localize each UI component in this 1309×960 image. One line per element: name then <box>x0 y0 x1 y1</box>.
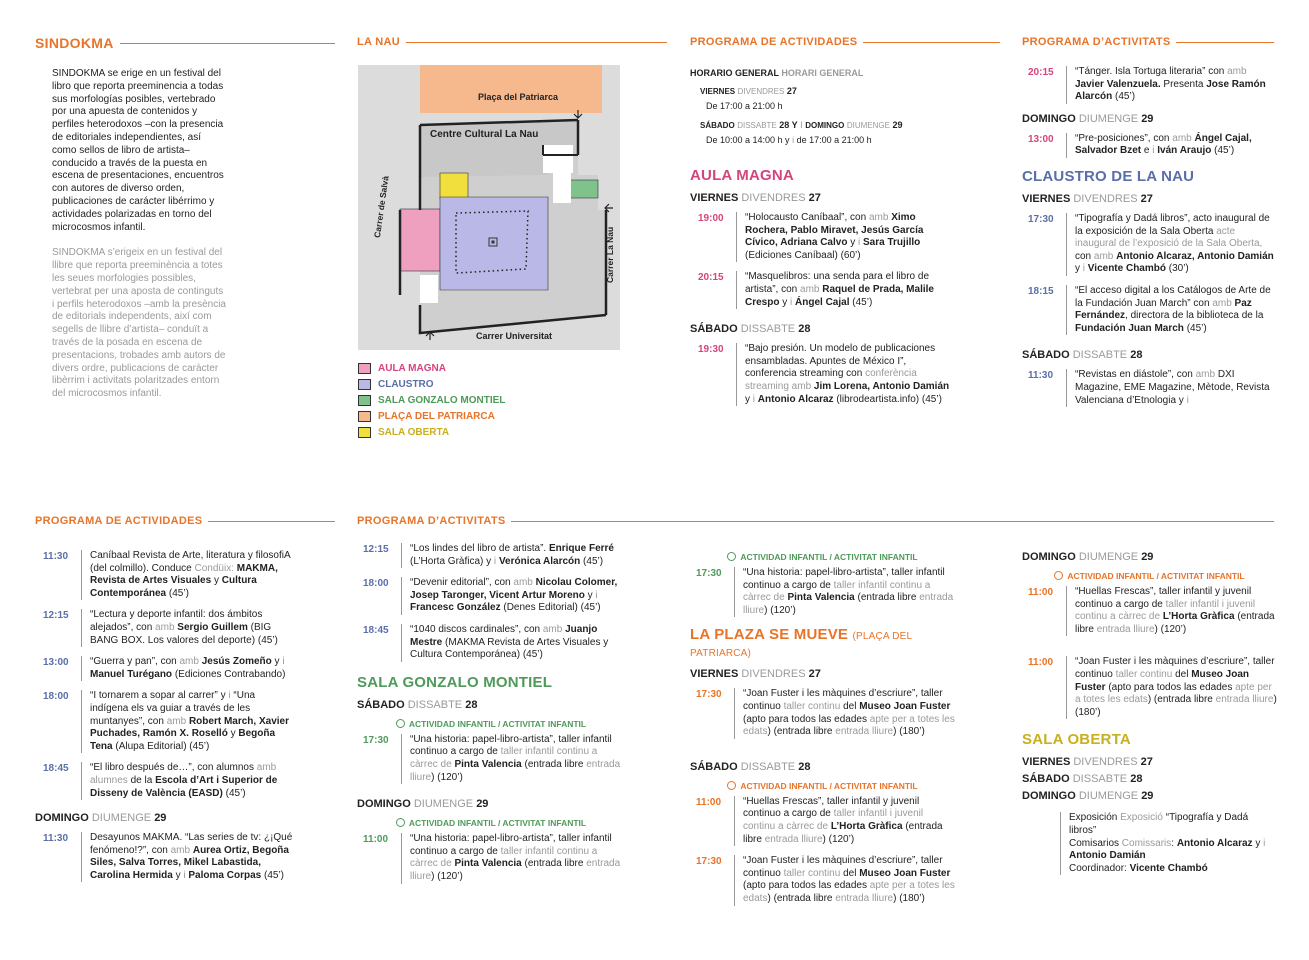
plaza-viernes: VIERNES DIVENDRES 27 <box>690 668 821 681</box>
infantil-badge: ACTIVIDAD INFANTIL / ACTIVITAT INFANTIL <box>1022 571 1277 581</box>
oberta-domingo: DOMINGO DIUMENGE 29 <box>1022 790 1154 803</box>
smile-icon <box>1054 571 1063 580</box>
legend-swatch <box>358 363 371 374</box>
legend-swatch <box>358 379 371 390</box>
b4-event-2: 11:00 “Joan Fuster i les màquines d’escriure”, taller continuo taller continu del Museo Joan Fuster (apto para todos las edades apte per a totes les edats) (entrada libre entrada lliure) (180’) <box>1028 656 1277 718</box>
smile-icon <box>727 552 736 561</box>
legend-swatch <box>358 427 371 438</box>
intro-valencian: SINDOKMA s’erigeix en un festival del llibre que reporta preeminència a totes les seues morfologies possibles, vertebrat per una aposta de continguts i perfils heterodoxos –amb la presència de editorials independents, així com segells de llibre d’artista– conduït a través de la posada en escena de presentacions, trobades amb autors de divers ordre, publicacions de caràcter libèrrim i activitats polaritzades entorn del microcosmos infantil. <box>52 247 226 400</box>
map-legend <box>358 363 618 443</box>
programa-bottom-col4 <box>1022 551 1277 884</box>
b1-event-5: 18:45 “El libro después de…”, con alumnos amb alumnes de la Escola d’Art i Superior de Disseny de València (EASD) (45’) <box>35 762 295 800</box>
aula-event-1: 19:00 “Holocausto Caníbaal”, con amb Ximo Rochera, Pablo Miravet, Jesús García Cívico, Adriana Calvo y i Sara Trujillo (Ediciones Caníbaal) (60’) <box>690 212 955 262</box>
programa-bottom-col2 <box>357 543 625 893</box>
legend-gonzalo-montiel: SALA GONZALO MONTIEL <box>358 395 618 406</box>
gonzalo-title: SALA GONZALO MONTIEL <box>357 673 553 691</box>
oberta-exposicion: Exposición Exposició “Tipografía y Dadá libros” Comisarios Comissaris: Antonio Alcaraz y i Antonio Damián Coordinador: Vicente Chambó <box>1022 812 1277 875</box>
programa-bottom-col1 <box>35 550 295 891</box>
b4-domingo: DOMINGO DIUMENGE 29 <box>1022 551 1154 563</box>
aula-event-2: 20:15 “Masquelibros: una senda para el libro de artista”, con amb Raquel de Prada, Malile Crespo y i Ángel Cajal (45’) <box>690 271 955 309</box>
aula-viernes: VIERNES DIVENDRES 27 <box>690 192 821 204</box>
b3-event-2: 17:30 “Joan Fuster i les màquines d’escriure”, taller continuo taller continu del Museo Joan Fuster (apto para todos las edades apte per a totes les edats) (entrada libre entrada lliure) (180’) <box>696 688 955 738</box>
b2-event-3: 18:45 “1040 discos cardinales”, con amb Juanjo Mestre (MAKMA Revista de Artes Visuales y Cultura Contemporánea) (45’) <box>357 624 625 662</box>
gonzalo-domingo: DOMINGO DIUMENGE 29 <box>357 798 489 811</box>
programa-top-col3 <box>690 68 955 415</box>
claustro-event-1: 17:30 “Tipografía y Dadá libros”, acto inaugural de la exposición de la Sala Oberta acte inaugural de l’exposició de la Sala Oberta, con amb Antonio Alcaraz, Antonio Damián y i Vicente Chambó (30’) <box>1022 213 1277 276</box>
header-programa-activitats: PROGRAMA D’ACTIVITATS <box>1022 36 1274 50</box>
gonzalo-sabado: SÁBADO DISSABTE 28 <box>357 698 478 711</box>
intro-column <box>52 68 227 401</box>
claustro-event-2: 18:15 “El acceso digital a los Catálogos de Arte de la Fundación Juan March” con amb Paz Fernández, directora de la biblioteca de la Fundación Juan March (45’) <box>1022 285 1277 335</box>
infantil-badge: ACTIVIDAD INFANTIL / ACTIVITAT INFANTIL <box>690 552 955 562</box>
b1-event-6: 11:30 Desayunos MAKMA. “Las series de tv: ¿¡Qué fenómeno!?”, con amb Aurea Ortiz, Begoña Siles, Salva Torres, Mikel Labastida, Carolina Hermida y i Paloma Corpas (45’) <box>35 832 295 882</box>
claustro-event-3: 11:30 “Revistas en diástole”, con amb DXI Magazine, EME Magazine, Mètode, Revista Valenciana d’Etnologia y i <box>1022 369 1277 407</box>
legend-aula-magna: AULA MAGNA <box>358 363 618 374</box>
claustro-viernes: VIERNES DIVENDRES 27 <box>1022 192 1153 205</box>
b2-event-1: 12:15 “Los lindes del libro de artista”. Enrique Ferré (L’Horta Gràfica) y i Verónica Alarcón (45’) <box>357 543 625 568</box>
smile-icon <box>396 719 405 728</box>
b3-event-3: 11:00 “Huellas Frescas”, taller infantil y juvenil continuo a cargo de taller infantil i juvenil continu a càrrec de L’Horta Gràfica (entrada libre entrada lliure) (120’) <box>690 796 955 846</box>
col4-event-1: 20:15 “Tánger. Isla Tortuga literaria” con amb Javier Valenzuela. Presenta Jose Ramón Alarcón (45’) <box>1022 66 1277 104</box>
col4-event-2: 13:00 “Pre-posiciones”, con amb Ángel Cajal, Salvador Bzet e i Iván Araujo (45’) <box>1022 133 1277 158</box>
b1-event-3: 13:00 “Guerra y pan”, con amb Jesús Zomeño y i Manuel Turégano (Ediciones Contrabando) <box>35 656 295 681</box>
infantil-badge: ACTIVIDAD INFANTIL / ACTIVITAT INFANTIL <box>357 818 625 828</box>
programa-top-col4 <box>1022 66 1277 416</box>
b1-event-2: 12:15 “Lectura y deporte infantil: dos ámbitos alejados”, con amb Sergio Guillem (BIG BANG BOX. Los valores del deporte) (45’) <box>35 609 295 647</box>
legend-swatch <box>358 395 371 406</box>
map-svg <box>358 65 620 350</box>
b2-event-4: 17:30 “Una historia: papel-libro-artista”, taller infantil continuo a cargo de taller infantil continu a càrrec de Pinta Valencia (entrada libre entrada lliure) (120’) <box>357 734 625 784</box>
map-label-la-nau: Carrer La Nau <box>605 226 615 283</box>
plaza-sabado: SÁBADO DISSABTE 28 <box>690 760 811 773</box>
legend-swatch <box>358 411 371 422</box>
claustro-sabado: SÁBADO DISSABTE 28 <box>1022 349 1143 362</box>
aula-event-3: 19:30 “Bajo presión. Un modelo de publicaciones ensambladas. Apuntes de México I”, conferencia streaming con conferència streaming amb Jim Lorena, Antonio Damián y i Antonio Alcaraz (librodeartista.info) (45’) <box>690 343 955 406</box>
header-sindokma: SINDOKMA <box>35 35 335 49</box>
b3-event-1: 17:30 “Una historia: papel-libro-artista”, taller infantil continuo a cargo de taller infantil continu a càrrec de Pinta Valencia (entrada libre entrada lliure) (120’) <box>696 567 954 616</box>
b2-event-2: 18:00 “Devenir editorial”, con amb Nicolau Colomer, Josep Taronger, Vicent Artur Moreno y i Francesc González (Denes Editorial) (45’) <box>357 577 625 615</box>
b1-event-1: 11:30 Caníbaal Revista de Arte, literatura y filosofiA (del colmillo). Conduce Condüix: MAKMA, Revista de Artes Visuales y Cultura Contemporánea (45’) <box>35 550 295 600</box>
header-programa-actividades-bottom: PROGRAMA DE ACTIVIDADES <box>35 515 335 529</box>
oberta-title: SALA OBERTA <box>1022 731 1131 749</box>
b2-event-5: 11:00 “Una historia: papel-libro-artista”, taller infantil continuo a cargo de taller infantil continu a càrrec de Pinta Valencia (entrada libre entrada lliure) (120’) <box>357 833 625 883</box>
b3-event-4: 17:30 “Joan Fuster i les màquines d’escriure”, taller continuo taller continu del Museo Joan Fuster (apto para todos las edades apte per a totes les edats) (entrada libre entrada lliure) (180’) <box>696 855 955 904</box>
plaza-title: LA PLAZA SE MUEVE (PLAÇA DEL PATRIARCA) <box>690 626 912 660</box>
header-la-nau: LA NAU <box>357 36 667 50</box>
smile-icon <box>727 781 736 790</box>
aula-sabado: SÁBADO DISSABTE 28 <box>690 323 811 336</box>
claustro-title: CLAUSTRO DE LA NAU <box>1022 167 1195 185</box>
map-label-centre: Centre Cultural La Nau <box>430 129 539 140</box>
legend-claustro: CLAUSTRO <box>358 379 618 390</box>
header-programa-actividades: PROGRAMA DE ACTIVIDADES <box>690 36 1000 50</box>
oberta-sabado: SÁBADO DISSABTE 28 <box>1022 773 1143 786</box>
map-label-patriarca: Plaça del Patriarca <box>478 92 559 102</box>
horario-finde: SÁBADO DISSABTE 28 Y I DOMINGO DIUMENGE 29 De 10:00 a 14:00 h y i de 17:00 a 21:00 h <box>700 120 903 145</box>
legend-sala-oberta: SALA OBERTA <box>358 427 618 438</box>
infantil-badge: ACTIVIDAD INFANTIL / ACTIVITAT INFANTIL <box>357 719 625 729</box>
oberta-viernes: VIERNES DIVENDRES 27 <box>1022 756 1153 769</box>
map-label-salva: Carrer de Salvà <box>372 175 391 239</box>
aula-magna-title: AULA MAGNA <box>690 167 794 184</box>
legend-patriarca: PLAÇA DEL PATRIARCA <box>358 411 618 422</box>
b1-event-4: 18:00 “I tornarem a sopar al carrer” y i “Una indígena els va guiar a través de les muntanyes”, con amb Robert March, Xavier Puchades, Ramón X. Roselló y Begoña Tena (Alupa Editorial) (45’) <box>35 690 295 753</box>
infantil-badge: ACTIVIDAD INFANTIL / ACTIVITAT INFANTIL <box>690 781 955 791</box>
map-label-universitat: Carrer Universitat <box>476 331 553 341</box>
horario-title: HORARIO GENERAL HORARI GENERAL <box>690 68 864 78</box>
horario-viernes: VIERNES DIVENDRES 27 De 17:00 a 21:00 h <box>700 86 797 111</box>
b1-domingo: DOMINGO DIUMENGE 29 <box>35 812 167 825</box>
venue-map <box>358 65 620 350</box>
programa-bottom-col3 <box>690 550 955 915</box>
col4-domingo: DOMINGO DIUMENGE 29 <box>1022 112 1154 125</box>
intro-spanish: SINDOKMA se erige en un festival del libro que reporta preeminencia a todas sus morfologías posibles, vertebrado por una apuesta de contenidos y perfiles heterodoxos –con la presencia de editoriales independientes, así como sellos de libro de artista– conducido a través de la puesta en escena de presentaciones, encuentros con autores de diverso orden, publicaciones de carácter libérrimo y actividades polarizadas en torno del microcosmos infantil. <box>52 68 224 233</box>
header-programa-activitats-bottom: PROGRAMA D’ACTIVITATS <box>357 515 1274 529</box>
b4-event-1: 11:00 “Huellas Frescas”, taller infantil y juvenil continuo a cargo de taller infantil i juvenil continu a càrrec de L’Horta Gràfica (entrada libre entrada lliure) (120’) <box>1022 586 1277 636</box>
smile-icon <box>396 818 405 827</box>
